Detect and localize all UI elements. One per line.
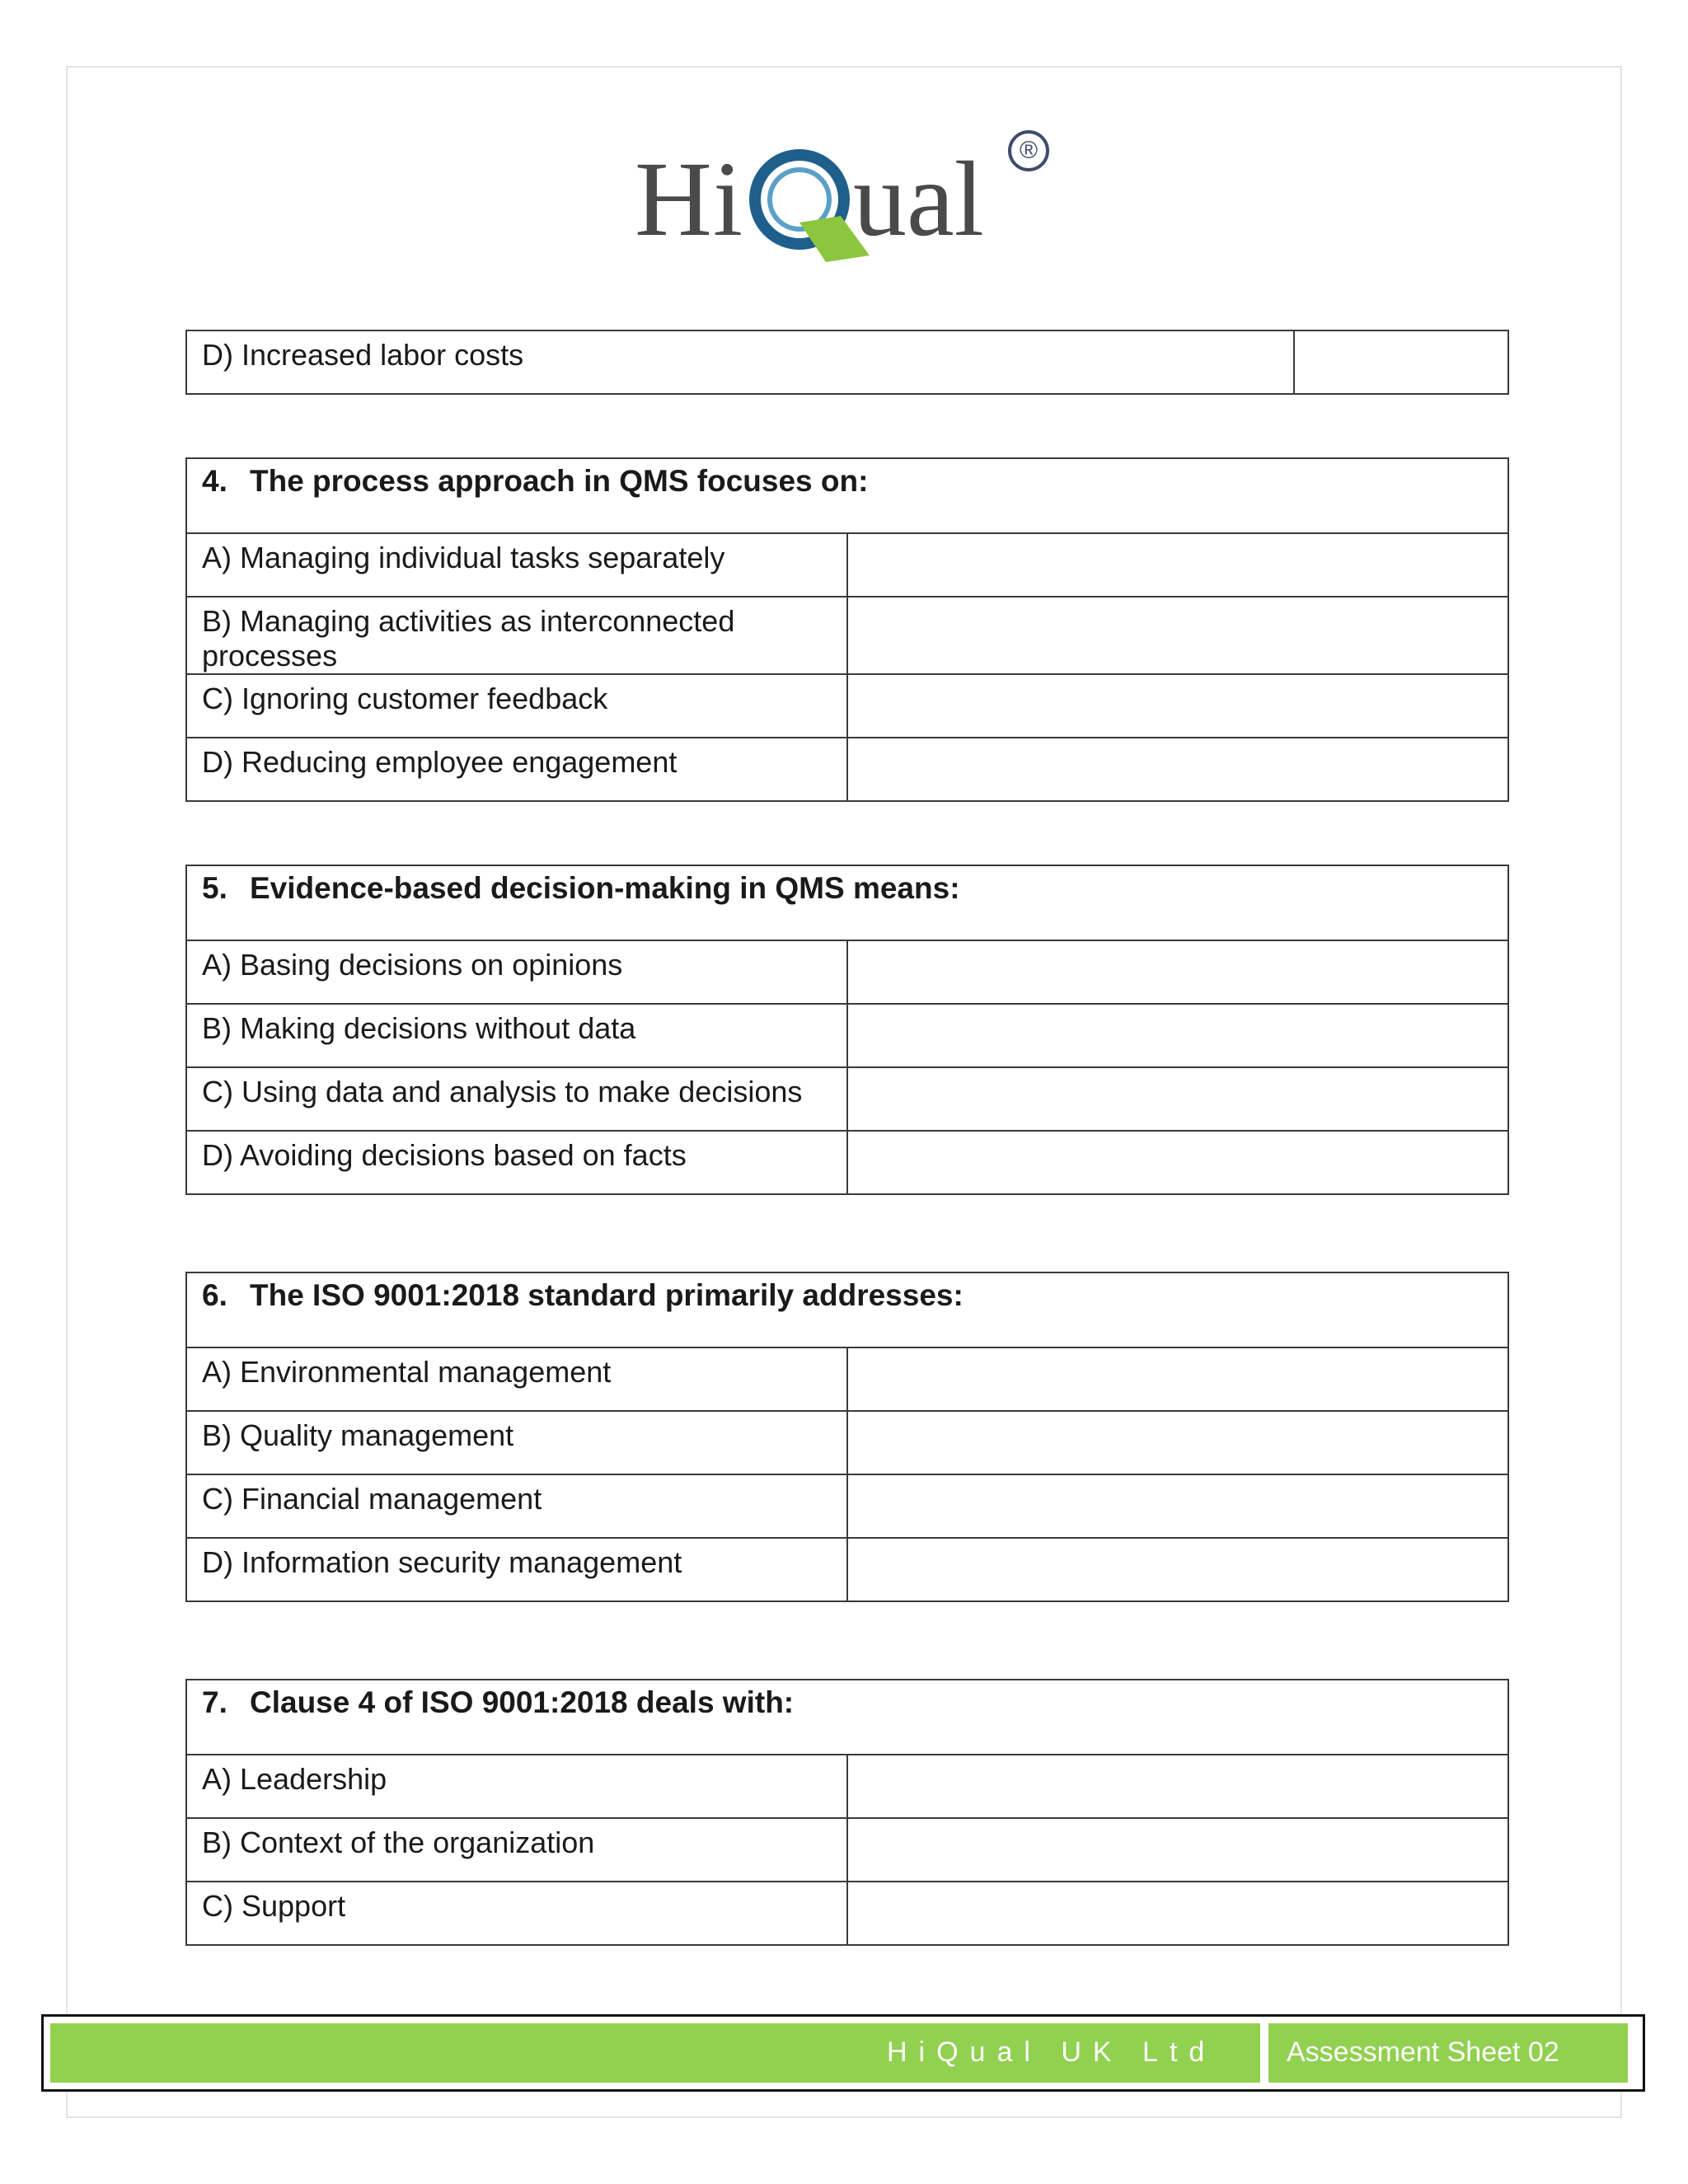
page-footer — [41, 2014, 1645, 2092]
option-row — [186, 1818, 1508, 1882]
option-label: D) Avoiding decisions based on facts — [186, 1131, 847, 1194]
question-text: Clause 4 of ISO 9001:2018 deals with: — [250, 1685, 795, 1719]
answer-box[interactable] — [847, 1411, 1508, 1474]
option-label: C) Financial management — [186, 1474, 847, 1538]
answer-box[interactable] — [847, 1755, 1508, 1818]
option-row — [186, 330, 1508, 394]
answer-box[interactable] — [847, 1882, 1508, 1945]
question-text: The process approach in QMS focuses on: — [250, 464, 869, 498]
option-label: B) Making decisions without data — [186, 1004, 847, 1067]
question-5-table — [185, 865, 1509, 1195]
option-label: A) Environmental management — [186, 1347, 847, 1411]
svg-text:ual: ual — [853, 140, 984, 259]
svg-text:H: H — [635, 140, 712, 259]
question-4-table — [185, 457, 1509, 802]
option-label: D) Reducing employee engagement — [186, 738, 847, 801]
option-label: A) Managing individual tasks separately — [186, 533, 847, 597]
question-4-heading — [186, 458, 1508, 533]
question-6-heading — [186, 1272, 1508, 1347]
answer-box[interactable] — [847, 1538, 1508, 1601]
answer-box[interactable] — [847, 533, 1508, 597]
question-6-table — [185, 1272, 1509, 1602]
question-text: Evidence-based decision-making in QMS means: — [250, 871, 960, 905]
option-label: B) Context of the organization — [186, 1818, 847, 1882]
logo-mark-icon — [635, 124, 1063, 272]
option-label: D) Increased labor costs — [186, 330, 1294, 394]
option-label: C) Using data and analysis to make decisions — [186, 1067, 847, 1131]
question-text: The ISO 9001:2018 standard primarily addresses: — [250, 1278, 964, 1312]
option-label: A) Leadership — [186, 1755, 847, 1818]
footer-sheet-bar — [1268, 2023, 1628, 2083]
option-label: D) Information security management — [186, 1538, 847, 1601]
footer-company-bar — [50, 2023, 1260, 2083]
answer-box[interactable] — [847, 1004, 1508, 1067]
option-row — [186, 597, 1508, 674]
registered-mark: ® — [1008, 130, 1049, 171]
footer-company-name: HiQual UK Ltd — [887, 2036, 1217, 2068]
answer-box[interactable] — [847, 940, 1508, 1004]
option-row — [186, 1411, 1508, 1474]
question-number: 6. — [202, 1278, 227, 1312]
option-row — [186, 738, 1508, 801]
option-row — [186, 1882, 1508, 1945]
hiqual-logo — [635, 124, 1063, 272]
option-row — [186, 1067, 1508, 1131]
option-row — [186, 1538, 1508, 1601]
option-row — [186, 674, 1508, 738]
answer-box[interactable] — [847, 1818, 1508, 1882]
svg-text:i: i — [713, 140, 743, 259]
answer-box[interactable] — [847, 674, 1508, 738]
prev-question-table — [185, 330, 1509, 395]
option-row — [186, 940, 1508, 1004]
answer-box[interactable] — [847, 1474, 1508, 1538]
question-5-heading — [186, 865, 1508, 940]
option-label: C) Ignoring customer feedback — [186, 674, 847, 738]
answer-box[interactable] — [1294, 330, 1508, 394]
answer-box[interactable] — [847, 1067, 1508, 1131]
option-label: A) Basing decisions on opinions — [186, 940, 847, 1004]
answer-box[interactable] — [847, 597, 1508, 674]
option-row — [186, 1004, 1508, 1067]
option-label: C) Support — [186, 1882, 847, 1945]
question-7-heading — [186, 1680, 1508, 1755]
question-number: 7. — [202, 1685, 227, 1719]
answer-box[interactable] — [847, 1347, 1508, 1411]
option-row — [186, 1347, 1508, 1411]
option-label: B) Managing activities as interconnected processes — [186, 597, 847, 674]
option-label: B) Quality management — [186, 1411, 847, 1474]
option-row — [186, 1755, 1508, 1818]
question-number: 4. — [202, 464, 227, 498]
question-number: 5. — [202, 871, 227, 905]
question-7-table — [185, 1679, 1509, 1946]
footer-sheet-label: Assessment Sheet 02 — [1287, 2036, 1559, 2068]
answer-box[interactable] — [847, 738, 1508, 801]
option-row — [186, 1131, 1508, 1194]
option-row — [186, 1474, 1508, 1538]
option-row — [186, 533, 1508, 597]
answer-box[interactable] — [847, 1131, 1508, 1194]
